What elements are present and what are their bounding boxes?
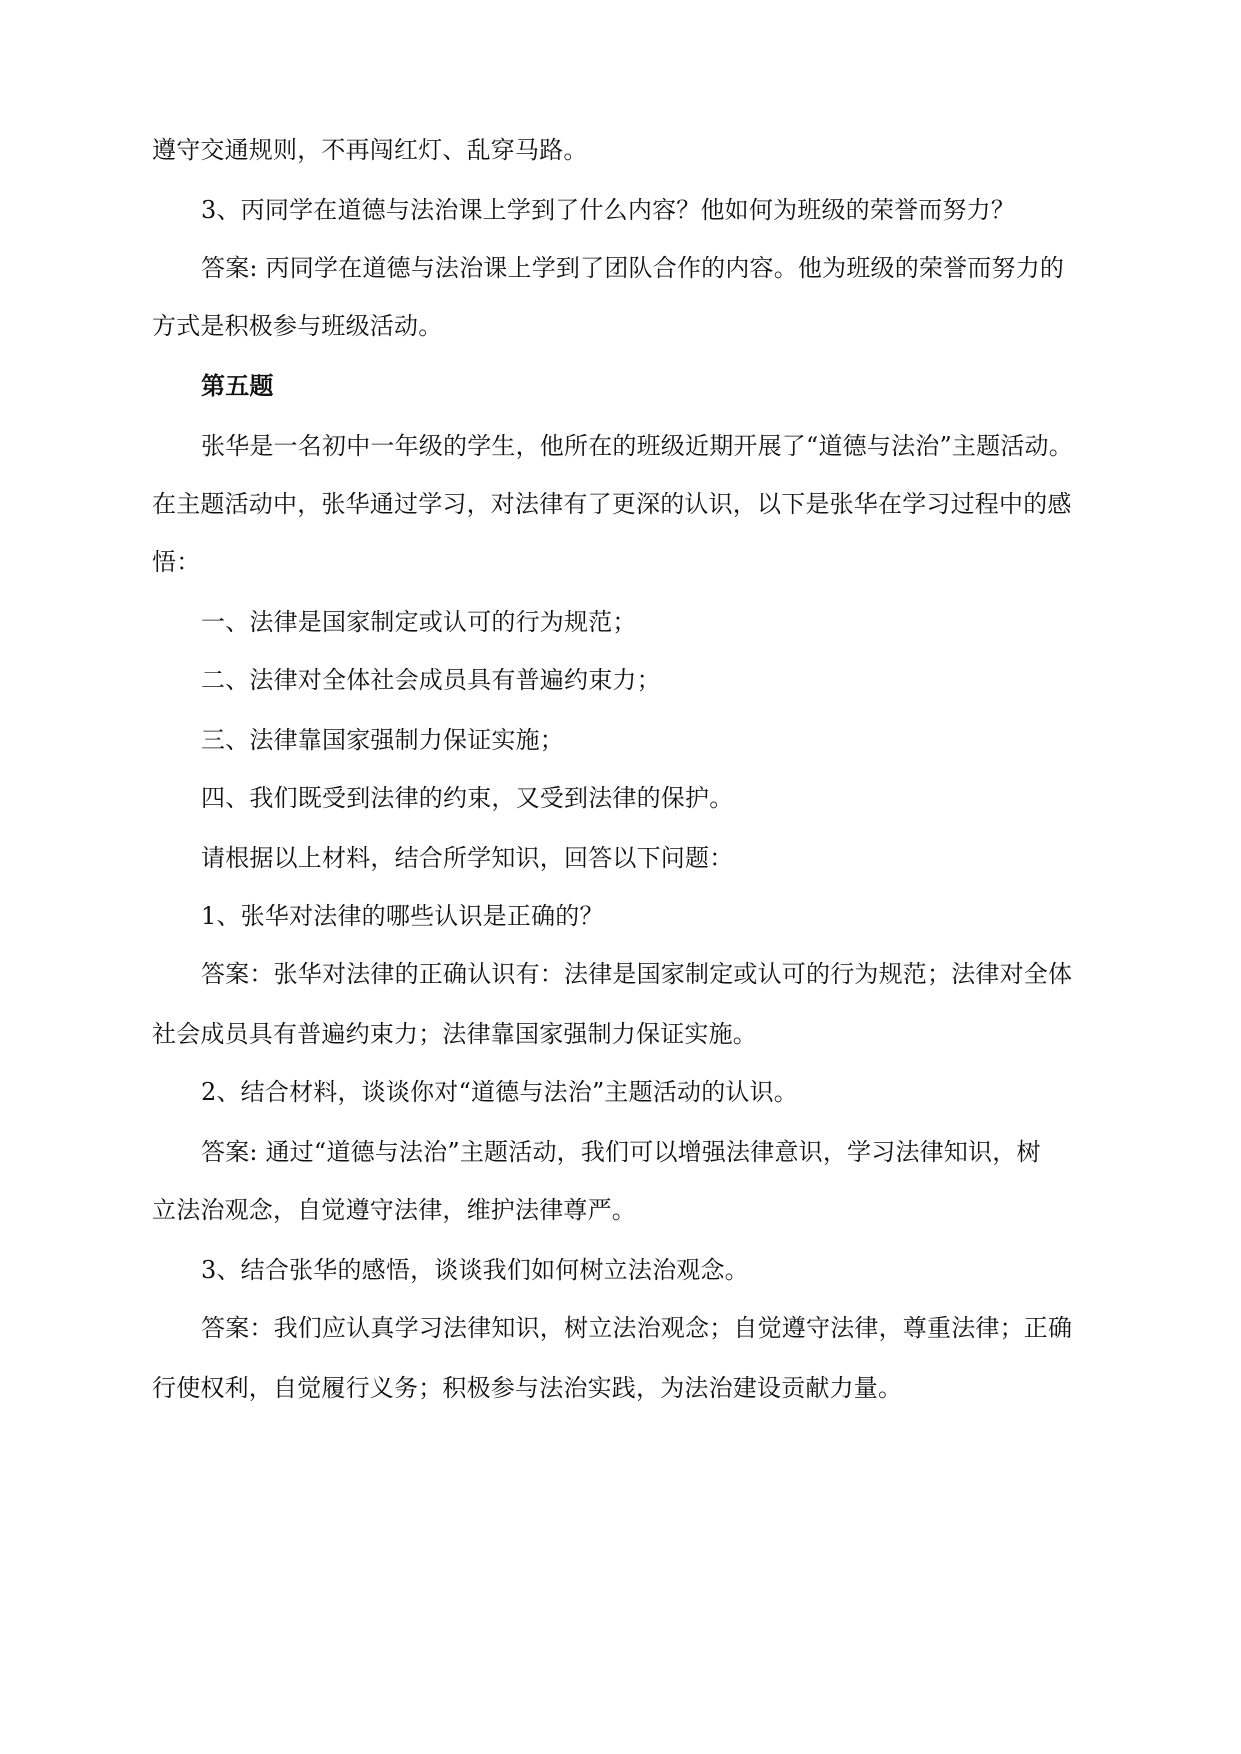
list-item: 一、法律是国家制定或认可的行为规范； (201, 608, 637, 636)
text-line: 在主题活动中，张华通过学习，对法律有了更深的认识，以下是张华在学习过程中的感 (152, 490, 1072, 518)
instruction-line: 请根据以上材料，结合所学知识，回答以下问题： (201, 844, 734, 872)
question-line: 3、结合张华的感悟，谈谈我们如何树立法治观念。 (201, 1256, 749, 1284)
text-line: 方式是积极参与班级活动。 (152, 312, 443, 340)
text-line: 行使权利，自觉履行义务；积极参与法治实践，为法治建设贡献力量。 (152, 1374, 903, 1402)
text-line: 悟： (152, 548, 201, 576)
answer-line: 答案：张华对法律的正确认识有：法律是国家制定或认可的行为规范；法律对全体 (201, 960, 1073, 988)
text-line: 社会成员具有普遍约束力；法律靠国家强制力保证实施。 (152, 1020, 757, 1048)
section-heading: 第五题 (201, 371, 274, 400)
list-item: 二、法律对全体社会成员具有普遍约束力； (201, 666, 661, 694)
text-line: 遵守交通规则，不再闯红灯、乱穿马路。 (152, 136, 588, 164)
question-line: 3、丙同学在道德与法治课上学到了什么内容？他如何为班级的荣誉而努力？ (201, 196, 1016, 224)
answer-line: 答案: 通过“道德与法治”主题活动，我们可以增强法律意识，学习法律知识，树 (201, 1138, 1041, 1166)
answer-line: 答案：我们应认真学习法律知识，树立法治观念；自觉遵守法律，尊重法律；正确 (201, 1314, 1073, 1342)
text-line: 张华是一名初中一年级的学生，他所在的班级近期开展了“道德与法治”主题活动。 (201, 432, 1073, 460)
list-item: 三、法律靠国家强制力保证实施； (201, 726, 564, 754)
question-line: 2、结合材料，谈谈你对“道德与法治”主题活动的认识。 (201, 1078, 799, 1106)
answer-line: 答案: 丙同学在道德与法治课上学到了团队合作的内容。他为班级的荣誉而努力的 (201, 254, 1065, 282)
text-line: 立法治观念，自觉遵守法律，维护法律尊严。 (152, 1196, 636, 1224)
question-line: 1、张华对法律的哪些认识是正确的？ (201, 902, 604, 930)
list-item: 四、我们既受到法律的约束，又受到法律的保护。 (201, 784, 734, 812)
